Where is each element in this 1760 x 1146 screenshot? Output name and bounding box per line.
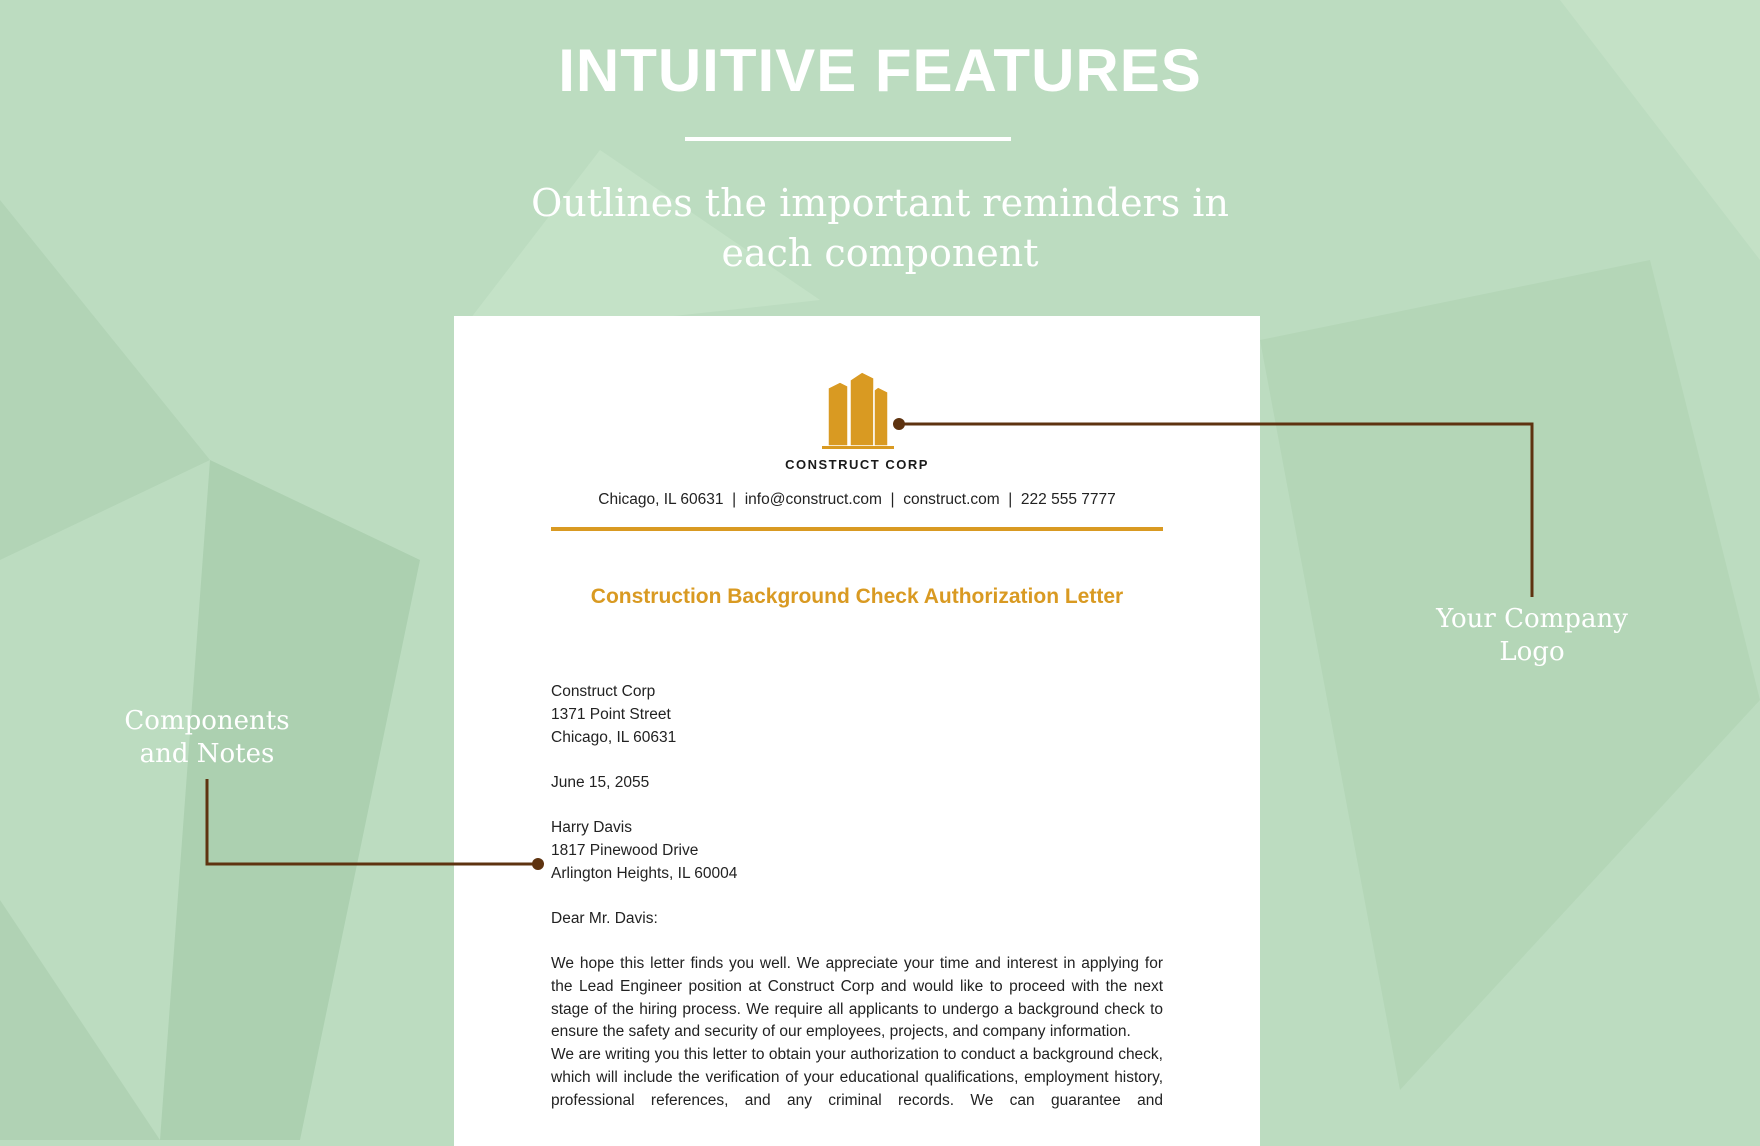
address-line: Harry Davis	[551, 819, 632, 836]
address-line: Arlington Heights, IL 60004	[551, 864, 738, 882]
subtitle-line: Outlines the important reminders in	[531, 181, 1229, 225]
logo-callout-dot	[893, 418, 905, 430]
body-paragraph: We are writing you this letter to obtain your authorization to conduct a background check, which will include the verification of your educational qualifications, employment history, professional references, and any criminal records. We can guarantee and	[551, 1046, 1163, 1109]
document-title: Construction Background Check Authorization Letter	[590, 585, 1124, 608]
body-paragraph: We hope this letter finds you well. We appreciate your time and interest in applying for the Lead Engineer position at Construct Corp and would like to proceed with the next stage of the hiring process. We require all applicants to undergo a background check to ensure the safety and security of our employees, projects, and company information.	[551, 955, 1163, 1041]
salutation: Dear Mr. Davis:	[551, 910, 658, 927]
company-name: CONSTRUCT CORP	[785, 457, 929, 472]
notes-callout-label	[57, 705, 357, 771]
callout-line: Logo	[1499, 637, 1565, 667]
logo-callout-label	[1382, 603, 1682, 669]
address-line: 1371 Point Street	[551, 705, 671, 723]
notes-callout-dot	[532, 858, 544, 870]
logo-callout-line	[899, 424, 1532, 597]
notes-callout-line	[207, 779, 538, 864]
page-title: INTUITIVE FEATURES	[558, 37, 1202, 104]
callout-line: Components	[124, 706, 290, 736]
subtitle-line: each component	[721, 231, 1039, 275]
letter-date: June 15, 2055	[551, 774, 650, 791]
callout-line: Your Company	[1436, 604, 1628, 634]
address-line: 1817 Pinewood Drive	[551, 841, 699, 859]
callout-line: and Notes	[139, 739, 275, 769]
address-line: Chicago, IL 60631	[551, 728, 677, 746]
address-line: Construct Corp	[551, 683, 656, 700]
contact-info: Chicago, IL 60631 | info@construct.com | construct.com | 222 555 7777	[598, 491, 1116, 508]
